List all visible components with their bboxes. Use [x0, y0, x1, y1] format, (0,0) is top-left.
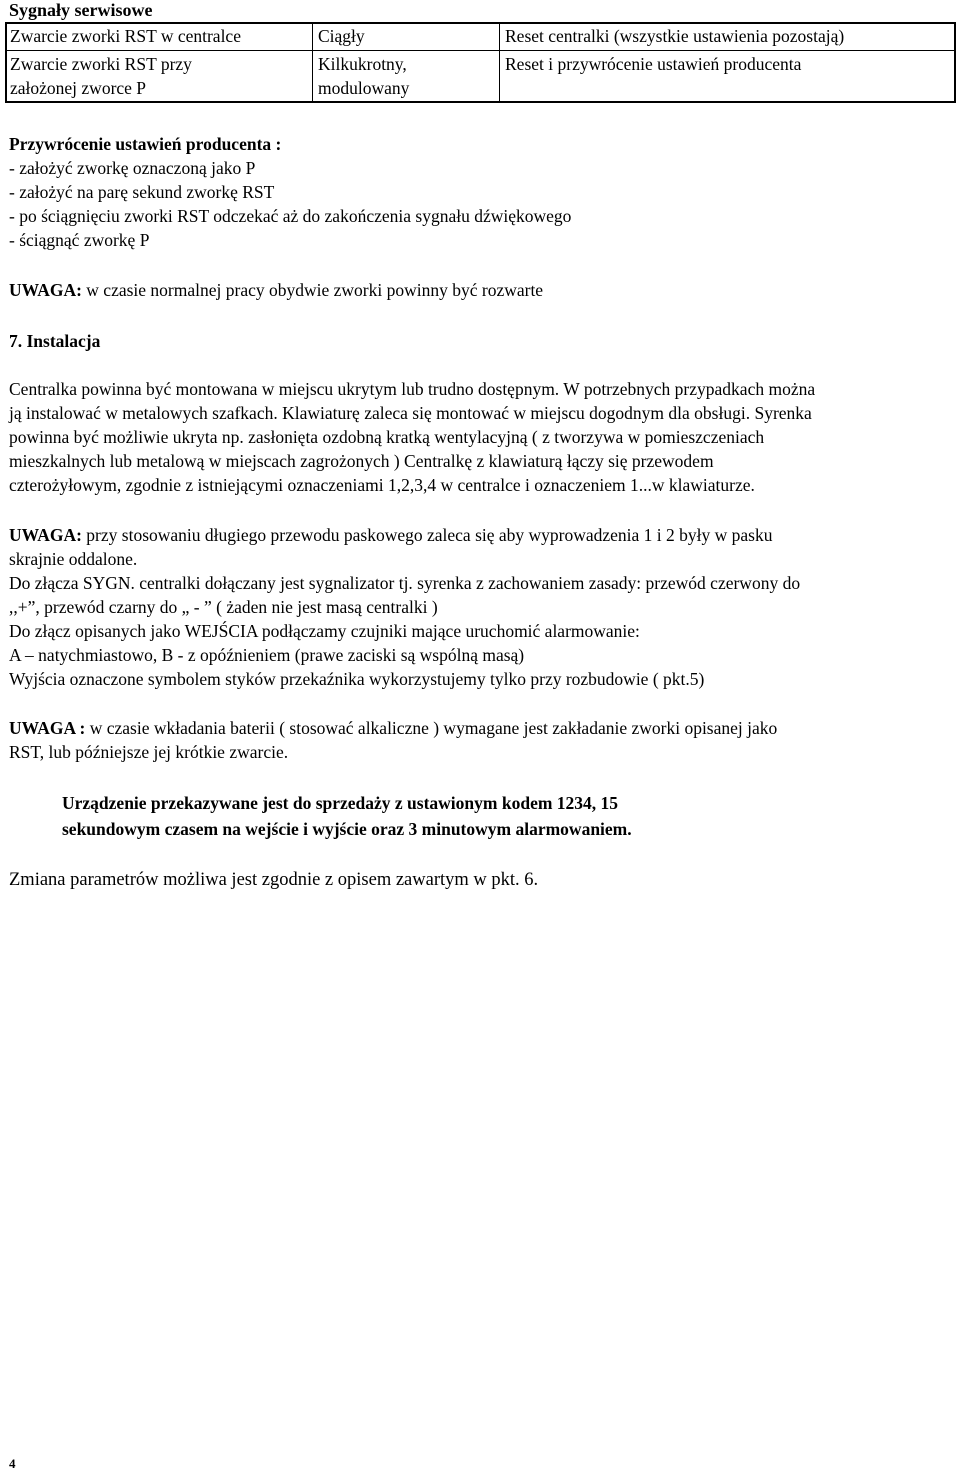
- warning-text: przy stosowaniu długiego przewodu paskowego zaleca się aby wyprowadzenia 1 i 2 były w pasku: [81, 525, 773, 545]
- warning-note: [9, 718, 777, 739]
- wiring-line: A – natychmiastowo, B - z opóźnieniem (prawe zaciski są wspólną masą): [9, 645, 525, 665]
- warning-note: [9, 280, 543, 301]
- table-row-divider: [7, 50, 954, 51]
- page-number: 4: [9, 1456, 16, 1471]
- installation-paragraph-line: ją instalować w metalowych szafkach. Klawiaturę zaleca się montować w miejscu dogodnym dla obsługi. Syrenka: [9, 403, 812, 423]
- table-cell-signal: Kilkukrotny,: [318, 54, 407, 74]
- installation-heading: 7. Instalacja: [9, 331, 101, 351]
- table-cell-condition: Zwarcie zworki RST przy: [10, 54, 192, 74]
- table-cell-signal: Ciągły: [318, 26, 365, 46]
- parameters-note: Zmiana parametrów możliwa jest zgodnie z opisem zawartym w pkt. 6.: [9, 870, 539, 890]
- wiring-line: Do złącza SYGN. centralki dołączany jest sygnalizator tj. syrenka z zachowaniem zasady: przewód czerwony do: [9, 573, 801, 593]
- warning-label: UWAGA :: [9, 718, 86, 738]
- warning-continuation: RST, lub późniejsze jej krótkie zwarcie.: [9, 742, 289, 762]
- signals-table: [5, 22, 956, 103]
- table-column-divider: [312, 24, 313, 101]
- table-cell-action: Reset i przywrócenie ustawień producenta: [505, 54, 802, 74]
- installation-paragraph-line: mieszkalnych lub metalową w miejscach zagrożonych ) Centralkę z klawiaturą łączy się przewodem: [9, 451, 714, 471]
- warning-label: UWAGA:: [9, 280, 82, 300]
- default-settings-line: Urządzenie przekazywane jest do sprzedaży z ustawionym kodem 1234, 15: [62, 793, 619, 813]
- wiring-line: ,,+”, przewód czarny do „ - ” ( żaden nie jest masą centralki ): [9, 597, 438, 617]
- section-title: Sygnały serwisowe: [9, 0, 153, 20]
- warning-text: w czasie normalnej pracy obydwie zworki powinny być rozwarte: [81, 280, 544, 300]
- warning-note: [9, 525, 773, 546]
- table-cell-condition: Zwarcie zworki RST w centralce: [10, 26, 241, 46]
- table-cell-condition: założonej zworce P: [10, 78, 147, 98]
- factory-reset-step: - po ściągnięciu zworki RST odczekać aż do zakończenia sygnału dźwiękowego: [9, 206, 572, 226]
- factory-reset-step: - założyć zworkę oznaczoną jako P: [9, 158, 256, 178]
- table-cell-signal: modulowany: [318, 78, 410, 98]
- factory-reset-step: - ściągnąć zworkę P: [9, 230, 150, 250]
- table-cell-action: Reset centralki (wszystkie ustawienia pozostają): [505, 26, 845, 46]
- factory-reset-heading: Przywrócenie ustawień producenta :: [9, 134, 282, 154]
- default-settings-line: sekundowym czasem na wejście i wyjście oraz 3 minutowym alarmowaniem.: [62, 819, 632, 839]
- warning-continuation: skrajnie oddalone.: [9, 549, 138, 569]
- wiring-line: Wyjścia oznaczone symbolem styków przekaźnika wykorzystujemy tylko przy rozbudowie ( pkt.5): [9, 669, 705, 689]
- table-column-divider: [499, 24, 500, 101]
- factory-reset-step: - założyć na parę sekund zworkę RST: [9, 182, 275, 202]
- installation-paragraph-line: powinna być możliwie ukryta np. zasłonięta ozdobną kratką wentylacyjną ( z tworzywa w pomieszczeniach: [9, 427, 765, 447]
- installation-paragraph-line: czterożyłowym, zgodnie z istniejącymi oznaczeniami 1,2,3,4 w centralce i oznaczeniem 1...w klawiaturze.: [9, 475, 755, 495]
- warning-text: w czasie wkładania baterii ( stosować alkaliczne ) wymagane jest zakładanie zworki opisanej jako: [85, 718, 778, 738]
- installation-paragraph-line: Centralka powinna być montowana w miejscu ukrytym lub trudno dostępnym. W potrzebnych przypadkach można: [9, 379, 816, 399]
- wiring-line: Do złącz opisanych jako WEJŚCIA podłączamy czujniki mające uruchomić alarmowanie:: [9, 621, 640, 641]
- warning-label: UWAGA:: [9, 525, 82, 545]
